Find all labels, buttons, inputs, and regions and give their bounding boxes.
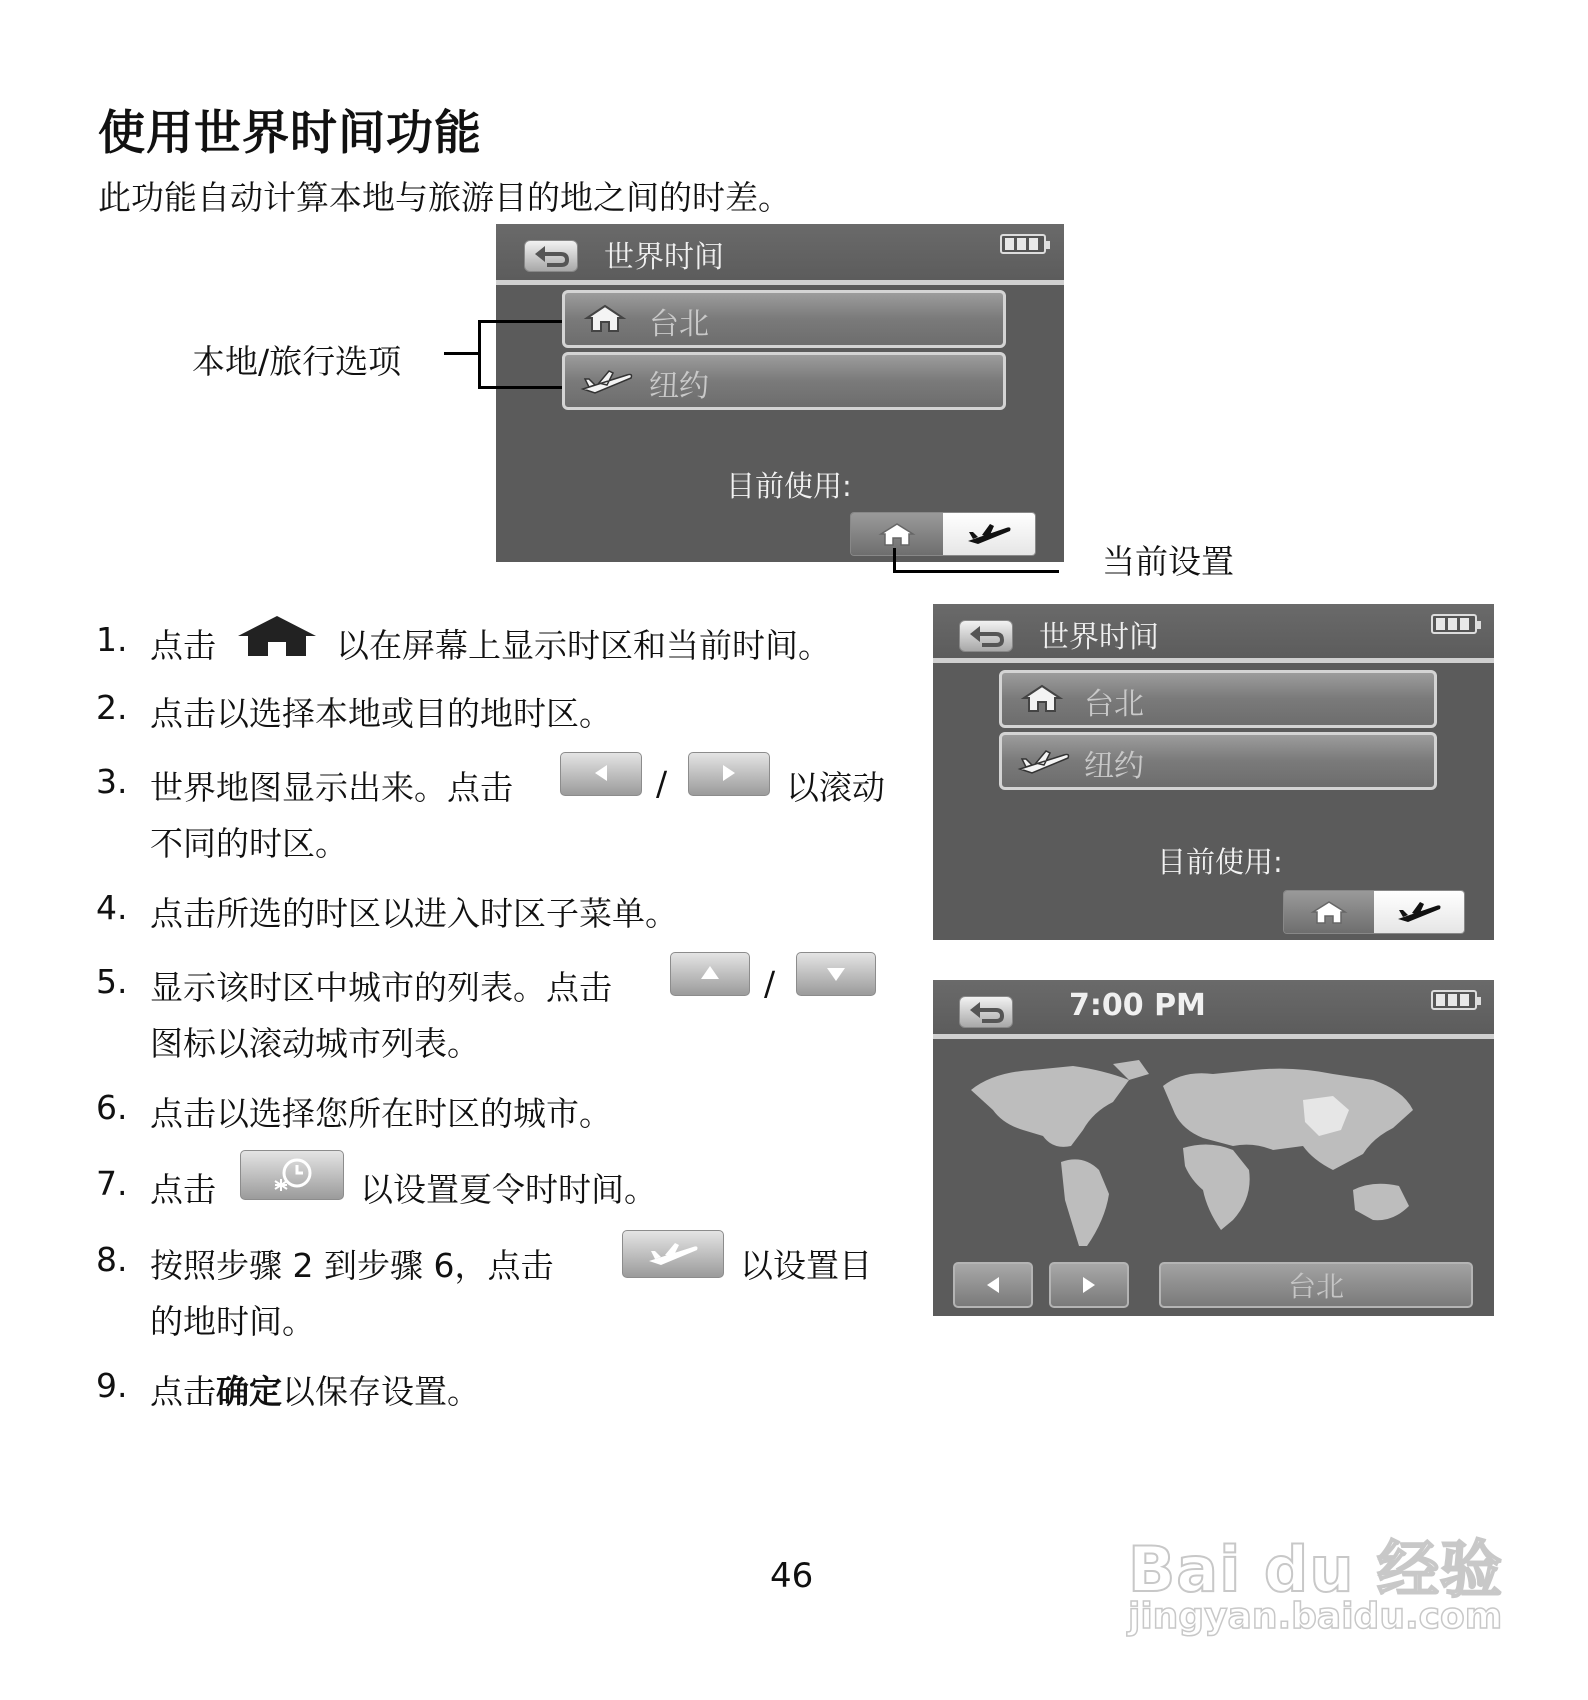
battery-icon (1431, 614, 1477, 634)
dst-button (240, 1150, 344, 1200)
home-option-button[interactable] (562, 290, 1006, 348)
current-use-label: 目前使用: (1157, 845, 1283, 879)
step-text: 不同的时区。 (150, 824, 348, 863)
home-icon (1020, 683, 1064, 713)
battery-icon (1431, 990, 1477, 1010)
back-button[interactable] (959, 996, 1013, 1028)
step-text: 点击以选择本地或目的地时区。 (150, 694, 612, 733)
down-arrow-button (796, 952, 876, 996)
world-time-screen-annotated (496, 224, 1064, 562)
selected-city-bar[interactable]: 台北 (1159, 1262, 1473, 1308)
home-city-label: 台北 (1084, 687, 1144, 722)
home-icon (583, 303, 627, 333)
page-number: 46 (770, 1556, 814, 1596)
travel-option-button[interactable] (999, 732, 1437, 790)
step-text: 点击 (150, 1170, 216, 1209)
step-number: 4. (96, 888, 128, 927)
up-arrow-icon (671, 953, 749, 995)
watermark-url: jingyan.baidu.com (1128, 1596, 1503, 1637)
travel-city-label: 纽约 (1084, 749, 1144, 784)
step-text: 点击 (150, 626, 216, 665)
left-arrow-button (560, 752, 642, 796)
step-number: 9. (96, 1366, 128, 1405)
toggle-home[interactable] (851, 513, 943, 555)
world-map-screen (933, 980, 1494, 1316)
step-text: 显示该时区中城市的列表。点击 (150, 968, 612, 1007)
step-number: 2. (96, 688, 128, 727)
airplane-icon (964, 521, 1014, 547)
callout-bracket-bottom (478, 386, 562, 389)
page-title: 使用世界时间功能 (98, 106, 482, 161)
airplane-icon (623, 1231, 723, 1277)
current-setting-toggle[interactable] (1283, 890, 1465, 934)
scroll-left-button[interactable] (953, 1262, 1033, 1308)
intro-text: 此功能自动计算本地与旅游目的地之间的时差。 (98, 178, 791, 217)
time-display: 7:00 PM (1069, 988, 1206, 1023)
airplane-icon (1394, 899, 1444, 925)
step-number: 1. (96, 620, 128, 659)
scroll-right-button[interactable] (1049, 1262, 1129, 1308)
confirm-keyword: 确定 (216, 1372, 282, 1411)
down-arrow-icon (797, 953, 875, 995)
screen-title: 世界时间 (604, 240, 724, 275)
up-arrow-button (670, 952, 750, 996)
screen-header (496, 224, 1064, 285)
step-text: 世界地图显示出来。点击 (150, 768, 513, 807)
home-icon (1309, 899, 1349, 925)
travel-option-button[interactable] (562, 352, 1006, 410)
back-button[interactable] (959, 620, 1013, 652)
separator: / (764, 964, 776, 1003)
home-icon (877, 521, 917, 547)
right-arrow-icon (689, 753, 769, 795)
options-callout: 本地/旅行选项 (192, 342, 402, 381)
step-text: 按照步骤 2 到步骤 6，点击 (150, 1246, 554, 1285)
step-number: 6. (96, 1088, 128, 1127)
screen-header (933, 604, 1494, 663)
step-number: 5. (96, 962, 128, 1001)
callout-bracket (478, 320, 481, 388)
home-city-label: 台北 (649, 307, 709, 342)
step-text: 以滚动 (786, 768, 885, 807)
watermark-logo: Bai du 经验 (1128, 1533, 1504, 1606)
back-arrow-icon (525, 241, 577, 271)
callout-bracket-top (478, 320, 562, 323)
callout-line-current-h (893, 570, 1059, 573)
step-text: 点击所选的时区以进入时区子菜单。 (150, 894, 678, 933)
home-icon (236, 614, 318, 658)
screen-header (933, 980, 1494, 1039)
current-use-label: 目前使用: (726, 469, 852, 503)
step-text: 以设置目 (740, 1246, 872, 1285)
travel-button (622, 1230, 724, 1278)
callout-line (444, 352, 478, 355)
travel-city-label: 纽约 (649, 369, 709, 404)
right-arrow-icon (1051, 1264, 1127, 1306)
step-text: 图标以滚动城市列表。 (150, 1024, 480, 1063)
home-option-button[interactable] (999, 670, 1437, 728)
current-setting-callout: 当前设置 (1102, 542, 1234, 581)
step-number: 8. (96, 1240, 128, 1279)
world-map[interactable] (953, 1050, 1473, 1250)
step-text: 的地时间。 (150, 1302, 315, 1341)
back-button[interactable] (524, 240, 578, 272)
step-number: 3. (96, 762, 128, 801)
separator: / (656, 764, 668, 803)
toggle-travel[interactable] (943, 513, 1035, 555)
step-number: 7. (96, 1164, 128, 1203)
airplane-icon (579, 367, 635, 397)
left-arrow-icon (955, 1264, 1031, 1306)
back-arrow-icon (960, 997, 1012, 1027)
step-text-part: 以保存设置。 (282, 1372, 480, 1411)
step-text: 以设置夏令时时间。 (360, 1170, 657, 1209)
step-text-part: 点击 (150, 1372, 216, 1411)
airplane-icon (1016, 747, 1072, 777)
right-arrow-button (688, 752, 770, 796)
screen-title: 世界时间 (1039, 620, 1159, 655)
back-arrow-icon (960, 621, 1012, 651)
daylight-saving-icon (241, 1151, 343, 1199)
toggle-home[interactable] (1284, 891, 1374, 933)
toggle-travel[interactable] (1374, 891, 1464, 933)
callout-line-current-v (893, 548, 896, 572)
battery-icon (1000, 234, 1046, 254)
step-text (150, 1366, 480, 1413)
world-time-screen (933, 604, 1494, 940)
left-arrow-icon (561, 753, 641, 795)
step-text: 以在屏幕上显示时区和当前时间。 (336, 626, 831, 665)
step-text: 点击以选择您所在时区的城市。 (150, 1094, 612, 1133)
current-setting-toggle[interactable] (850, 512, 1036, 556)
